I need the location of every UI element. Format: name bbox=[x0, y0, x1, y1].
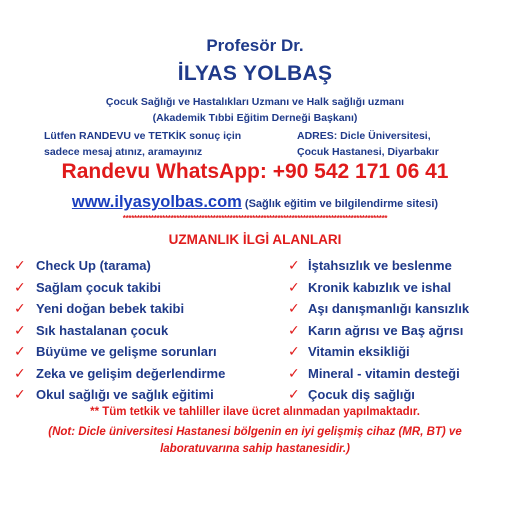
list-item: ✓ Vitamin eksikliği bbox=[288, 343, 410, 360]
website-desc-open: ( bbox=[241, 198, 249, 210]
message-notice bbox=[44, 128, 274, 160]
list-item: ✓ Karın ağrısı ve Baş ağrısı bbox=[288, 321, 464, 338]
address-line1: ADRES: Dicle Üniversitesi, bbox=[297, 130, 431, 142]
check-icon: ✓ bbox=[288, 364, 300, 381]
check-icon: ✓ bbox=[288, 257, 300, 274]
check-icon: ✓ bbox=[14, 343, 26, 360]
check-icon: ✓ bbox=[288, 278, 300, 295]
check-icon: ✓ bbox=[288, 321, 300, 338]
check-icon: ✓ bbox=[288, 343, 300, 360]
list-item: ✓ İştahsızlık ve beslenme bbox=[288, 257, 452, 274]
list-item: ✓ Kronik kabızlık ve ishal bbox=[288, 278, 452, 295]
list-item: ✓ Çocuk diş sağlığı bbox=[288, 386, 415, 403]
website-line bbox=[0, 193, 510, 212]
check-icon: ✓ bbox=[14, 386, 26, 403]
list-item: ✓ Check Up (tarama) bbox=[14, 257, 151, 274]
list-item: ✓ Sağlam çocuk takibi bbox=[14, 278, 161, 295]
list-item: ✓ Zeka ve gelişim değerlendirme bbox=[14, 364, 226, 381]
star-divider: ********************************************************************************************** bbox=[122, 214, 388, 223]
check-icon: ✓ bbox=[14, 278, 26, 295]
hospital-note bbox=[8, 424, 502, 458]
address-line2: Çocuk Hastanesi, Diyarbakır bbox=[297, 146, 439, 158]
hospital-note-line2: laboratuvarına sahip hastanesidir.) bbox=[160, 443, 350, 455]
left-specialty-list bbox=[14, 255, 274, 406]
website-description: Sağlık eğitim ve bilgilendirme sitesi) bbox=[248, 198, 439, 210]
list-item: ✓ Okul sağlığı ve sağlık eğitimi bbox=[14, 386, 214, 403]
doctor-name: İLYAS YOLBAŞ bbox=[177, 62, 333, 85]
list-item: ✓ Mineral - vitamin desteği bbox=[288, 364, 460, 381]
association-text: (Akademik Tıbbi Eğitim Derneği Başkanı) bbox=[152, 112, 358, 124]
address-block bbox=[297, 128, 497, 160]
website-link[interactable]: www.ilyasyolbas.com bbox=[71, 193, 242, 211]
list-item: ✓ Sık hastalanan çocuk bbox=[14, 321, 169, 338]
check-icon: ✓ bbox=[288, 386, 300, 403]
list-item: ✓ Aşı danışmanlığı kansızlık bbox=[288, 300, 470, 317]
specialty-text: Çocuk Sağlığı ve Hastalıkları Uzmanı ve Halk sağlığı uzmanı bbox=[105, 96, 405, 108]
check-icon: ✓ bbox=[14, 257, 26, 274]
hospital-note-line1: (Not: Dicle üniversitesi Hastanesi bölgenin en iyi gelişmiş cihaz (MR, BT) ve bbox=[48, 426, 462, 438]
free-tests-note: ** Tüm tetkik ve tahliller ilave ücret alınmadan yapılmaktadır. bbox=[90, 406, 420, 418]
message-notice-line2: sadece mesaj atınız, aramayınız bbox=[44, 146, 203, 158]
check-icon: ✓ bbox=[288, 300, 300, 317]
check-icon: ✓ bbox=[14, 364, 26, 381]
list-item: ✓ Büyüme ve gelişme sorunları bbox=[14, 343, 217, 360]
message-notice-line1: Lütfen RANDEVU ve TETKİK sonuç için bbox=[44, 130, 242, 142]
whatsapp-appointment: Randevu WhatsApp: +90 542 171 06 41 bbox=[61, 160, 449, 183]
check-icon: ✓ bbox=[14, 321, 26, 338]
right-specialty-list bbox=[288, 255, 510, 406]
title-line1: Profesör Dr. bbox=[206, 36, 304, 55]
list-item: ✓ Yeni doğan bebek takibi bbox=[14, 300, 185, 317]
section-heading: UZMANLIK İLGİ ALANLARI bbox=[168, 232, 342, 247]
check-icon: ✓ bbox=[14, 300, 26, 317]
